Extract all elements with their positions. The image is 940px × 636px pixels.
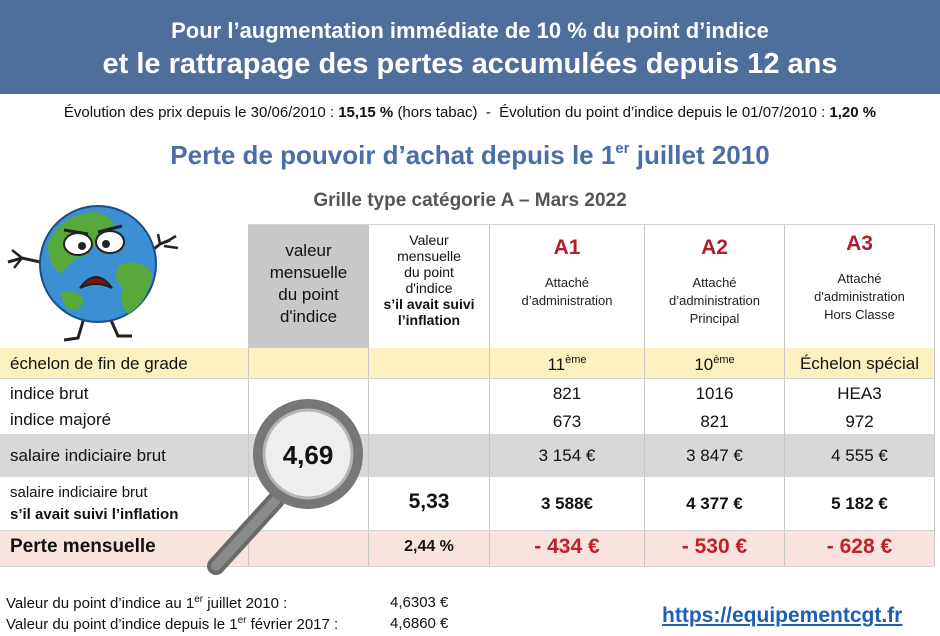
title-text: Perte de pouvoir d’achat depuis le 1 xyxy=(170,140,616,170)
page-title xyxy=(0,140,940,171)
grade-desc: Attaché xyxy=(837,271,882,286)
cell-salaire-a2: 3 847 € xyxy=(686,446,743,465)
grid-line xyxy=(0,378,934,379)
cell-echelon-a2 xyxy=(645,354,784,375)
footer-line-1 xyxy=(6,594,476,612)
grade-desc: d'administration xyxy=(814,289,905,304)
footer-text: Valeur du point d’indice au 1 xyxy=(6,595,195,612)
echelon-a2: 10 xyxy=(694,355,714,374)
header-line: d'indice xyxy=(405,280,453,296)
cell-indice-majore-a1: 673 xyxy=(552,412,582,431)
website-link[interactable]: https://equipementcgt.fr xyxy=(662,604,903,627)
cell-indice-majore-a3: 972 xyxy=(845,412,874,431)
grade-desc: Attaché xyxy=(544,275,590,290)
row-label-echelon: échelon de fin de grade xyxy=(10,354,188,373)
prix-label: Évolution des prix depuis le 30/06/2010 : xyxy=(63,104,335,121)
title-sup: er xyxy=(615,140,630,157)
header-line: du point xyxy=(278,285,339,304)
cell-perte-a3: - 628 € xyxy=(826,535,893,558)
cell-perte-point: 2,44 % xyxy=(404,538,454,555)
cell-salaire-inflation-a2: 4 377 € xyxy=(686,494,743,513)
cell-echelon-a1 xyxy=(490,354,644,375)
footer-text: février 2017 : xyxy=(246,616,339,633)
footer-text: Valeur du point d’indice depuis le 1 xyxy=(6,616,238,633)
cell-echelon-a3: Échelon spécial xyxy=(799,354,920,373)
cell-perte-a2: - 530 € xyxy=(681,535,748,558)
banner-line-2: et le rattrapage des pertes accumulées depuis 12 ans xyxy=(102,48,838,80)
cell-salaire-inflation-a3: 5 182 € xyxy=(831,494,888,513)
header-line: Valeur xyxy=(409,232,449,248)
magnifying-glass-icon xyxy=(196,388,376,584)
worried-earth-icon xyxy=(0,196,200,346)
grid-line xyxy=(248,224,934,225)
footer-line-2 xyxy=(6,615,476,633)
point-value-magnified: 4,69 xyxy=(282,440,334,470)
header-line: d'indice xyxy=(279,307,338,326)
prix-value: 15,15 % xyxy=(338,104,394,121)
column-a2 xyxy=(645,224,784,348)
point-value: 1,20 % xyxy=(829,104,877,121)
echelon-a1: 11 xyxy=(547,355,566,374)
row-label-salaire-inflation: salaire indiciaire brut xyxy=(10,484,148,501)
footer-value: 4,6303 € xyxy=(390,594,449,611)
grade-desc: Hors Classe xyxy=(824,307,895,322)
grade-code: A1 xyxy=(553,236,581,259)
column-a3 xyxy=(785,224,934,348)
row-label-indice-majore: indice majoré xyxy=(10,410,112,429)
grade-code: A2 xyxy=(701,236,728,259)
evolution-line xyxy=(0,104,940,121)
cell-indice-brut-a1: 821 xyxy=(552,384,582,403)
grade-desc: d’administration xyxy=(668,293,761,308)
grade-desc: d’administration xyxy=(521,293,613,308)
footer-sup: er xyxy=(237,615,247,626)
cell-salaire-inflation-a1: 3 588€ xyxy=(541,494,593,513)
header-line-bold: s’il avait suivi xyxy=(383,296,475,312)
title-text-end: juillet 2010 xyxy=(629,140,770,170)
row-label-salaire-inflation-2: s’il avait suivi l’inflation xyxy=(10,506,179,523)
row-label-indice-brut: indice brut xyxy=(10,384,89,403)
grid-line xyxy=(934,224,935,566)
grille-subtitle: Grille type catégorie A – Mars 2022 xyxy=(313,190,627,211)
grid-line xyxy=(0,476,934,477)
grade-desc: Principal xyxy=(689,311,740,326)
column-a1 xyxy=(490,224,644,348)
footer-value: 4,6860 € xyxy=(390,615,449,632)
prix-note: (hors tabac) xyxy=(397,104,478,121)
header-line: mensuelle xyxy=(397,248,461,264)
header-line: valeur xyxy=(285,241,332,260)
row-label-perte: Perte mensuelle xyxy=(10,536,156,557)
cell-indice-brut-a3: HEA3 xyxy=(837,384,882,403)
header-line: du point xyxy=(404,264,454,280)
cell-perte-a1: - 434 € xyxy=(534,535,600,558)
column-valeur-inflation xyxy=(369,224,489,348)
cell-indice-majore-a2: 821 xyxy=(700,412,729,431)
cell-salaire-a1: 3 154 € xyxy=(538,446,596,465)
grade-desc: Attaché xyxy=(692,275,737,290)
header-line: mensuelle xyxy=(269,263,348,282)
row-label-salaire: salaire indiciaire brut xyxy=(10,446,166,465)
header-banner xyxy=(0,0,940,94)
footer-sup: er xyxy=(194,594,204,605)
footer-text: juillet 2010 : xyxy=(203,595,288,612)
grid-line xyxy=(0,530,934,531)
grade-code: A3 xyxy=(846,232,873,255)
cell-point-inflation: 5,33 xyxy=(408,490,450,513)
separator: - xyxy=(485,104,491,121)
column-valeur-mensuelle xyxy=(249,224,368,348)
echelon-a2-sup: ème xyxy=(713,354,735,366)
cell-salaire-a3: 4 555 € xyxy=(831,446,888,465)
point-label: Évolution du point d’indice depuis le 01/07/2010 : xyxy=(499,104,826,121)
header-line-bold: l’inflation xyxy=(397,312,461,328)
grid-line xyxy=(0,566,934,567)
banner-line-1: Pour l’augmentation immédiate de 10 % du point d’indice xyxy=(171,18,769,43)
echelon-a1-sup: ème xyxy=(565,354,587,366)
cell-indice-brut-a2: 1016 xyxy=(695,384,734,403)
